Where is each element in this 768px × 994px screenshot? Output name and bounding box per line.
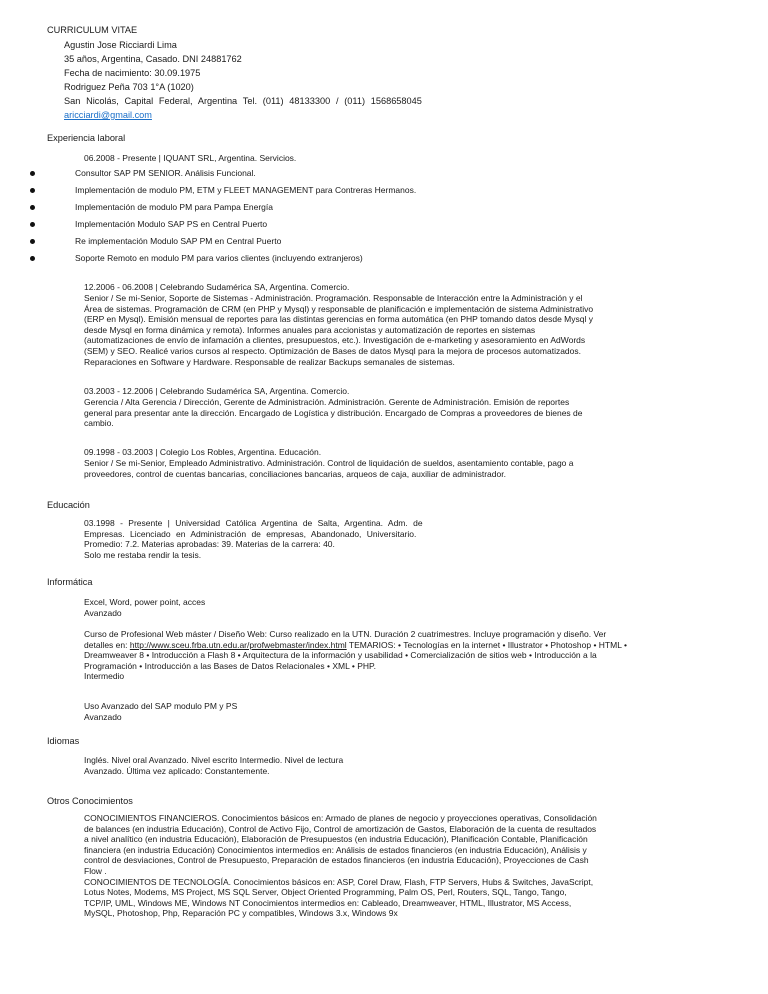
course-url-link[interactable]: http://www.sceu.frba.utn.edu.ar/profwebmaster/index.html <box>129 639 347 650</box>
text-line <box>84 640 684 651</box>
text-line: Empresas. Licenciado en Administración de empresas, Abandonado, Universitario. <box>84 528 417 539</box>
text-line: (automatizaciones de envío de infamación a clientes, presupuestos, etc.). Investigación de e-marketing y asesoramiento en AdWords <box>84 335 586 346</box>
bullet-dot <box>30 205 35 210</box>
list-item: Consultor SAP PM SENIOR. Análisis Funcional. <box>75 168 256 178</box>
full-name: Agustin Jose Ricciardi Lima <box>64 40 177 50</box>
text-line: CONOCIMIENTOS DE TECNOLOGÍA. Conocimientos básicos en: ASP, Corel Draw, Flash, FTP Servers, Hubs & Switches, JavaScript, <box>84 876 594 887</box>
text-line: Senior / Se mi-Senior, Empleado Administrativo. Administración. Control de liquidación de sueldos, asentamiento contable, pago a <box>84 458 574 468</box>
email-link[interactable]: aricciardi@gmail.com <box>64 110 152 120</box>
bullet-dot <box>30 222 35 227</box>
list-item: Implementación de modulo PM, ETM y FLEET MANAGEMENT para Contreras Hermanos. <box>75 185 417 195</box>
personal-details: 35 años, Argentina, Casado. DNI 24881762 <box>64 54 242 64</box>
list-item: Soporte Remoto en modulo PM para varios clientes (incluyendo extranjeros) <box>75 253 363 263</box>
text-line: 03.1998 - Presente | Universidad Católica Argentina de Salta, Argentina. Adm. de <box>84 518 423 528</box>
text-line: Lotus Notes, Modems, MS Project, MS SQL Server, Object Oriented Programming, Palm OS, Perl, Routers, SQL, Tango, Tango, <box>84 887 567 898</box>
job4-description <box>84 458 670 479</box>
text-line: proveedores, control de cuentas bancarias, conciliaciones bancarias, arqueos de caja, auxiliar de administrador. <box>84 468 506 479</box>
course-description <box>84 629 684 682</box>
text-line: Flow . <box>84 865 107 876</box>
otros-details <box>84 813 670 919</box>
office-skills: Excel, Word, power point, acces <box>84 597 206 607</box>
text-line: Senior / Se mi-Senior, Soporte de Sistemas - Administración. Programación. Responsable de Interacción entre la Administración y el <box>84 293 583 303</box>
text-line: desde Mysql en forma dinámica y remota). Informes anuales para accionistas y automatización de reportes en sistemas <box>84 324 536 335</box>
education-heading: Educación <box>47 500 90 510</box>
job4-title: 09.1998 - 03.2003 | Colegio Los Robles, Argentina. Educación. <box>84 447 322 457</box>
course-level: Intermedio <box>84 671 125 682</box>
text-line: financiera (en industria Educación) Conocimientos intermedios en: Análisis de estados financieros (en industria Educación), Análisis y <box>84 844 587 855</box>
text-line: control de desviaciones, Control de Presupuesto, Preparación de estados financieros (en industria Educación), Proyecciones de Cash <box>84 855 589 866</box>
text-line: Programación • Introducción a las Bases de Datos Relacionales • XML • PHP. <box>84 660 376 671</box>
text-line: de balances (en industria Educación), Control de Activo Fijo, Control de amortización de Gastos, Elaboración de la cuenta de resultados <box>84 823 597 834</box>
text-line: (ERP en Mysql). Emisión mensual de reportes para las distintas gerencias en forma automática (en PHP tomando datos desde Mysql y <box>84 314 593 325</box>
text-line: a nivel analítico (en industria Educación), Elaboración de Presupuestos (en industria Educación), Planificación Contable, Planificación <box>84 834 588 845</box>
language-line-1: Inglés. Nivel oral Avanzado. Nivel escrito Intermedio. Nivel de lectura <box>84 755 344 765</box>
cv-title: CURRICULUM VITAE <box>47 25 138 35</box>
language-line-2: Avanzado. Última vez aplicado: Constantemente. <box>84 766 270 776</box>
bullet-dot <box>30 188 35 193</box>
text-line: Promedio: 7.2. Materias aprobadas: 39. Materias de la carrera: 40. <box>84 539 335 550</box>
bullet-dot <box>30 239 35 244</box>
sap-level: Avanzado <box>84 712 122 722</box>
job2-description <box>84 293 670 367</box>
informatica-heading: Informática <box>47 577 93 587</box>
text-line: Gerencia / Alta Gerencia / Dirección, Gerente de Administración. Administración. Gerente de Administración. Emisión de reportes <box>84 397 570 407</box>
sap-skills: Uso Avanzado del SAP modulo PM y PS <box>84 701 238 711</box>
job1-title: 06.2008 - Presente | IQUANT SRL, Argentina. Servicios. <box>84 153 297 163</box>
list-item: Implementación de modulo PM para Pampa Energía <box>75 202 273 212</box>
text-line: Reparaciones en Software y Hardware. Responsable de realizar Backups semanales de sistemas. <box>84 356 455 367</box>
idiomas-heading: Idiomas <box>47 736 80 746</box>
job3-title: 03.2003 - 12.2006 | Celebrando Sudamérica SA, Argentina. Comercio. <box>84 386 350 396</box>
office-level: Avanzado <box>84 608 122 618</box>
education-details <box>84 518 504 560</box>
text-line: general para presentar ante la dirección. Encargado de Logística y distribución. Encargado de Compras a proveedores de bienes de <box>84 407 583 418</box>
text-line: (SEM) y SEO. Realicé varios cursos al respecto. Optimización de Bases de datos Mysql para la mejora de procesos automatizados. <box>84 345 581 356</box>
bullet-dot <box>30 256 35 261</box>
job2-title: 12.2006 - 06.2008 | Celebrando Sudamérica SA, Argentina. Comercio. <box>84 282 350 292</box>
address: Rodriguez Peña 703 1°A (1020) <box>64 82 194 92</box>
city-phone: San Nicolás, Capital Federal, Argentina Tel. (011) 48133300 / (011) 1568658045 <box>64 96 422 106</box>
course-prefix: detalles en: <box>84 639 130 650</box>
text-line: MySQL, Photoshop, Php, Reparación PC y compatibles, Windows 3.x, Windows 9x <box>84 908 398 919</box>
course-suffix: TEMARIOS: • Tecnologías en la internet • Illustrator • Photoshop • HTML • <box>346 639 627 650</box>
text-line: TCP/IP, UML, Windows ME, Windows NT Conocimientos intermedios en: Cableado, Dreamweaver, HTML, Illustrator, MS Access, <box>84 897 572 908</box>
bullet-dot <box>30 171 35 176</box>
birth-date: Fecha de nacimiento: 30.09.1975 <box>64 68 201 78</box>
list-item: Re implementación Modulo SAP PM en Central Puerto <box>75 236 282 246</box>
experience-heading: Experiencia laboral <box>47 133 126 143</box>
text-line: CONOCIMIENTOS FINANCIEROS. Conocimientos básicos en: Armado de planes de negocio y proyecciones operativas, Consolidación <box>84 813 597 823</box>
job3-description <box>84 397 670 429</box>
list-item: Implementación Modulo SAP PS en Central Puerto <box>75 219 268 229</box>
text-line: cambio. <box>84 418 114 429</box>
text-line: Solo me restaba rendir la tesis. <box>84 549 202 560</box>
text-line: Dreamweaver 8 • Introducción a Flash 8 • Arquitectura de la información y usabilidad • Comercialización de sitios web • Introducción a la <box>84 650 597 661</box>
text-line: Área de sistemas. Programación de CRM (en PHP y Mysql) y responsable de planificación e implementación de sistema Administrativo <box>84 303 594 314</box>
text-line: Curso de Profesional Web máster / Diseño Web: Curso realizado en la UTN. Duración 2 cuatrimestres. Incluye programación y diseño. Ver <box>84 629 607 639</box>
otros-heading: Otros Conocimientos <box>47 796 133 806</box>
